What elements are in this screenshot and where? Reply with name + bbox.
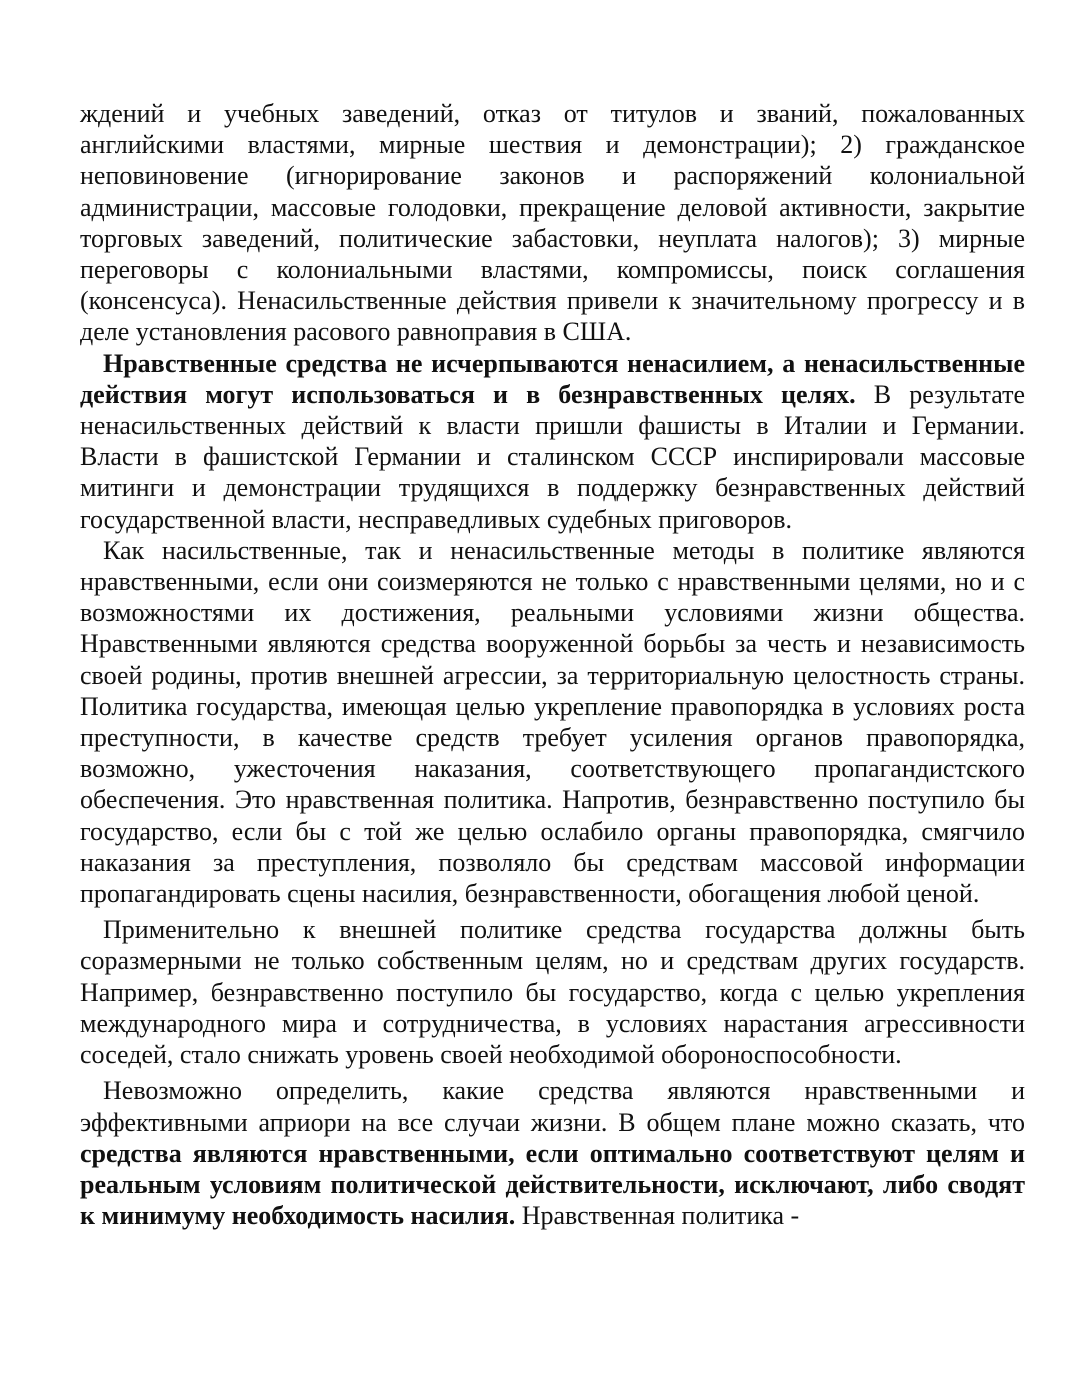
paragraph-2-text: В результате ненасильственных действий к власти пришли фашисты в Италии и Германии. Власти в фашистской Германии и сталинском СССР инспирировали массовые митинги и демонстрации трудящихся в поддержку безнравственных действий государственной власти, несправедливых судебных приговоров.	[80, 379, 1026, 534]
paragraph-4-text: Применительно к внешней политике средства государства должны быть соразмерными не только собственным целям, но и средствам других государств. Например, безнравственно поступило бы государство, когда с целью укрепления международного мира и сотрудничества, в условиях нарастания агрессивности соседей, стало снижать уровень своей необходимой обороноспособности.	[80, 915, 1025, 1070]
paragraph-1-text: ждений и учебных заведений, отказ от титулов и званий, пожалованных английскими властями, мирные шествия и демонстрации); 2) гражданское неповиновение (игнорирование законов и распоряжений колониальной администрации, массовые голодовки, прекращение деловой активности, закрытие торговых заведений, политические забастовки, неуплата налогов); 3) мирные переговоры с колониальными властями, компромиссы, поиск соглашения (консенсуса). Ненасильственные действия привели к значительному прогрессу и в деле установления расового равноправия в США.	[80, 99, 1025, 347]
paragraph-5	[80, 1075, 1025, 1231]
paragraph-3	[80, 535, 1025, 909]
paragraph-5-bold-thesis: средства являются нравственными, если оптимально соответствуют целям и реальным условиям политической действительности, исключают, либо сводят к минимуму необходимость насилия.	[80, 1138, 1025, 1231]
paragraph-5-tail: Нравственная политика -	[515, 1201, 800, 1231]
paragraph-2-bold-thesis: Нравственные средства не исчерпываются ненасилием, а ненасильственные действия могут использоваться и в безнравственных целях.	[80, 348, 1025, 409]
paragraph-4	[80, 914, 1025, 1070]
document-page	[80, 98, 1025, 1231]
paragraph-1	[80, 98, 1025, 348]
paragraph-5-lead: Невозможно определить, какие средства являются нравственными и эффективными априори на все случаи жизни. В общем плане можно сказать, что	[80, 1076, 1025, 1137]
paragraph-3-text: Как насильственные, так и ненасильственные методы в политике являются нравственными, если они соизмеряются не только с нравственными целями, но и с возможностями их достижения, реальными условиями жизни общества. Нравственными являются средства вооруженной борьбы за честь и независимость своей родины, против внешней агрессии, за территориальную целостность страны. Политика государства, имеющая целью укрепление правопорядка в условиях роста преступности, в качестве средств требует усиления органов правопорядка, возможно, ужесточения наказания, соответствующего пропагандистского обеспечения. Это нравственная политика. Напротив, безнравственно поступило бы государство, если бы с той же целью ослабило органы правопорядка, смягчило наказания за преступления, позволяло бы средствам массовой информации пропагандировать сцены насилия, безнравственности, обогащения любой ценой.	[80, 535, 1025, 909]
paragraph-2	[80, 348, 1025, 535]
